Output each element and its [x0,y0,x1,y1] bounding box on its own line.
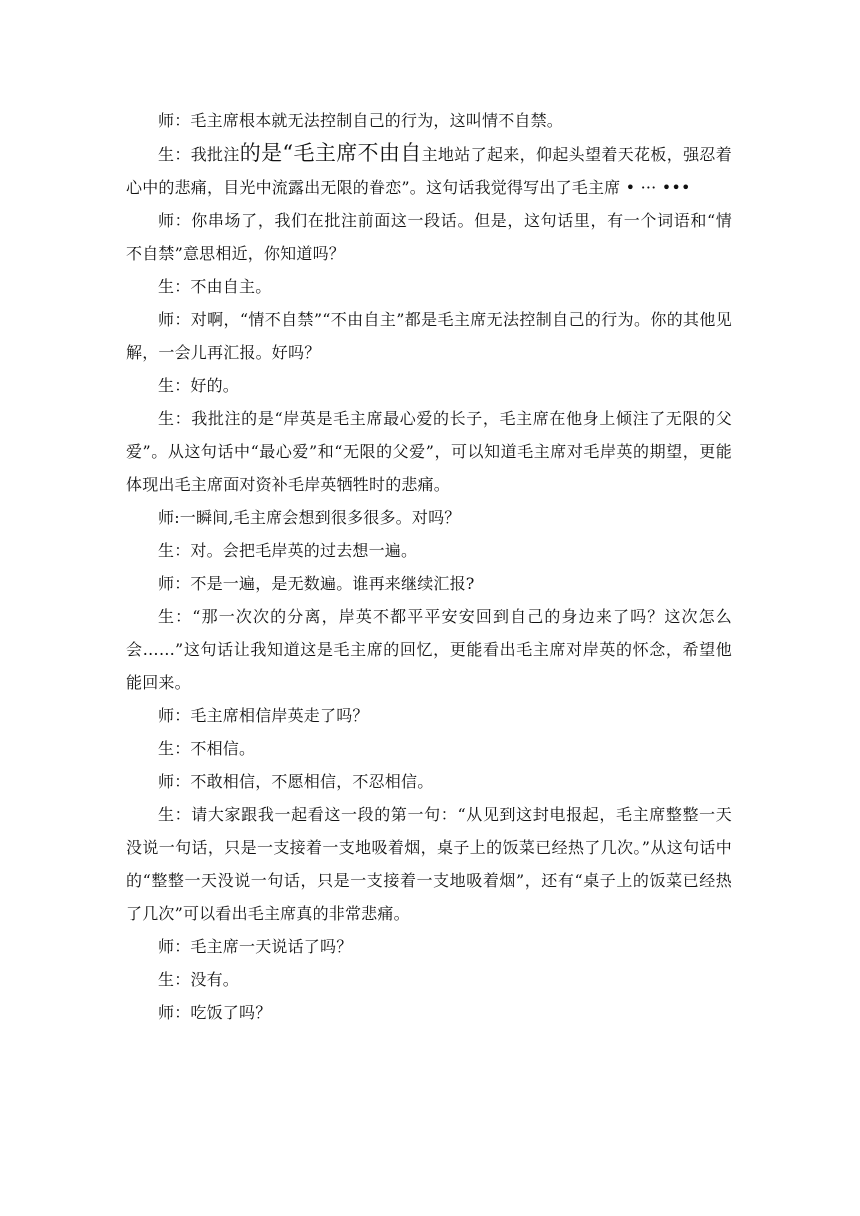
paragraph: 生：不相信。 [158,739,256,758]
paragraph-large-text: 的是“毛主席不由自 [239,141,422,165]
paragraph: 师：不敢相信，不愿相信，不忍相信。 [158,772,434,791]
paragraph: 师：吃饭了吗？ [158,1003,272,1022]
document-page [126,104,732,1029]
paragraph: 生：对。会把毛岸英的过去想一遍。 [158,541,418,560]
paragraph: 师：毛主席一天说话了吗？ [158,937,353,956]
paragraph: 生：我批注的是“岸英是毛主席最心爱的长子，毛主席在他身上倾注了无限的父爱”。从这句话中“最心爱”和“无限的父爱”，可以知道毛主席对毛岸英的期望，更能体现出毛主席面对资补毛岸英牺牲时的悲痛。 [126,409,732,494]
paragraph: 生：请大家跟我一起看这一段的第一句：“从见到这封电报起，毛主席整整一天没说一句话，只是一支接着一支地吸着烟，桌子上的饭菜已经热了几次。”从这句话中的“整整一天没说一句话，只是一支接着一支地吸着烟”，还有“桌子上的饭菜已经热了几次”可以看出毛主席真的非常悲痛。 [126,805,732,923]
paragraph: 师:一瞬间,毛主席会想到很多很多。对吗？ [158,508,461,527]
paragraph: 师：不是一遍，是无数遍。谁再来继续汇报? [158,574,475,593]
paragraph: 生：没有。 [158,970,240,989]
paragraph-text: 生：我批注 [158,145,240,164]
paragraph: 生：好的。 [158,376,240,395]
paragraph: 师：毛主席相信岸英走了吗？ [158,706,369,725]
paragraph [126,137,732,204]
paragraph: 师：对啊，“情不自禁”“不由自主”都是毛主席无法控制自己的行为。你的其他见解，一会儿再汇报。好吗？ [126,310,732,362]
paragraph: 师：毛主席根本就无法控制自己的行为，这叫情不自禁。 [158,111,564,130]
paragraph-text: 主地站了起来，仰起头望着天花板，强忍着心中的悲痛，目光中流露出无限的眷恋”。这句话我觉得写出了毛主席 • ··· ••• [126,145,732,197]
paragraph: 师：你串场了，我们在批注前面这一段话。但是，这句话里，有一个词语和“情不自禁”意思相近，你知道吗？ [126,211,732,263]
paragraph: 生：不由自主。 [158,277,272,296]
paragraph: 生：“那一次次的分离，岸英不都平平安安回到自己的身边来了吗？这次怎么会……”这句话让我知道这是毛主席的回忆，更能看出毛主席对岸英的怀念，希望他能回来。 [126,607,732,692]
